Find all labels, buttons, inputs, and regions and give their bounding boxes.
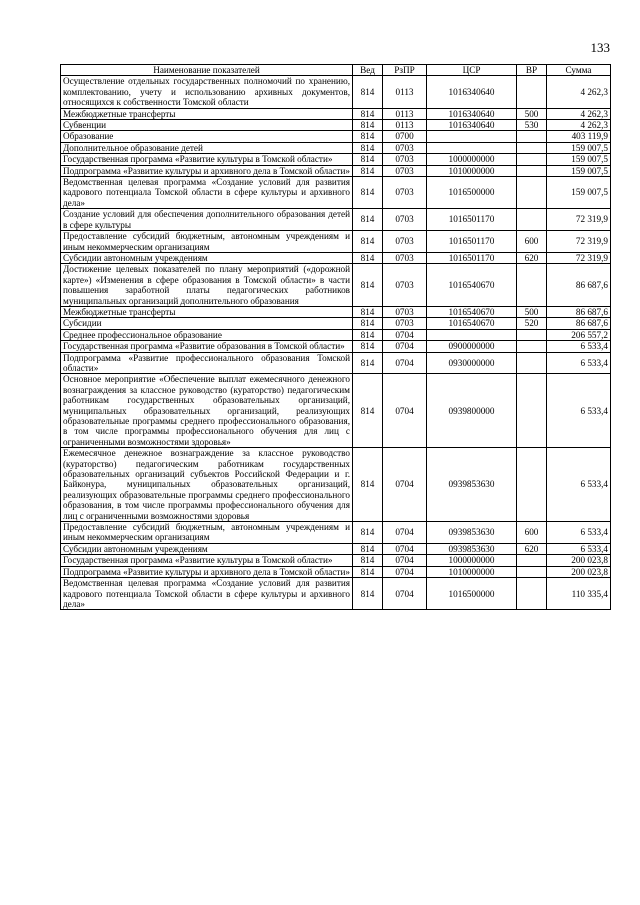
cell-csr [427, 131, 517, 142]
cell-vr [517, 264, 547, 307]
cell-csr: 0930000000 [427, 352, 517, 374]
cell-ved: 814 [353, 131, 383, 142]
table-row [61, 209, 611, 231]
cell-name: Ежемесячное денежное вознаграждение за классное руководство (кураторство) педагогическим работникам государственных образовательных организаций субъектов Российской Федерации и г. Байконура, муниципальных образовательных организаций, реализующих образовательные программы среднего профессионального образования, в том числе программы профессионального обучения для лиц с ограниченными возможностями здоровья [61, 448, 353, 522]
cell-name: Создание условий для обеспечения дополнительного образования детей в сфере культуры [61, 209, 353, 231]
page-number: 133 [590, 40, 610, 55]
table-row [61, 131, 611, 142]
cell-rzpr: 0704 [383, 543, 427, 554]
cell-rzpr: 0703 [383, 306, 427, 317]
cell-vr: 520 [517, 318, 547, 329]
cell-name: Межбюджетные трансферты [61, 108, 353, 119]
cell-ved: 814 [353, 76, 383, 108]
cell-csr: 0939853630 [427, 522, 517, 544]
cell-name: Ведомственная целевая программа «Создание условий для развития кадрового потенциала Томской области в сфере культуры и архивного дела» [61, 578, 353, 610]
cell-ved: 814 [353, 543, 383, 554]
table-row [61, 252, 611, 263]
cell-name: Основное мероприятие «Обеспечение выплат ежемесячного денежного вознаграждения за классное руководство (кураторство) педагогическим работникам государственных образовательных организаций, муниципальных образовательных организаций, реализующих образовательные программы среднего профессионального образования, в том числе программы профессионального обучения для лиц с ограниченными возможностями здоровья» [61, 374, 353, 448]
cell-ved: 814 [353, 341, 383, 352]
table-row [61, 154, 611, 165]
cell-name: Подпрограмма «Развитие профессионального образования Томской области» [61, 352, 353, 374]
table-row [61, 543, 611, 554]
cell-sum: 159 007,5 [547, 142, 611, 153]
cell-vr: 620 [517, 252, 547, 263]
table-row [61, 120, 611, 131]
cell-sum: 159 007,5 [547, 165, 611, 176]
table-row [61, 352, 611, 374]
cell-vr [517, 142, 547, 153]
cell-vr [517, 448, 547, 522]
cell-sum: 159 007,5 [547, 154, 611, 165]
table-row [61, 108, 611, 119]
cell-csr: 1016501170 [427, 252, 517, 263]
cell-ved: 814 [353, 578, 383, 610]
header-rzpr: РзПР [383, 65, 427, 76]
cell-csr: 1010000000 [427, 566, 517, 577]
cell-rzpr: 0113 [383, 120, 427, 131]
cell-rzpr: 0704 [383, 578, 427, 610]
cell-sum: 159 007,5 [547, 177, 611, 209]
cell-ved: 814 [353, 177, 383, 209]
cell-vr: 600 [517, 231, 547, 253]
table-row [61, 341, 611, 352]
cell-vr: 620 [517, 543, 547, 554]
cell-ved: 814 [353, 329, 383, 340]
cell-ved: 814 [353, 165, 383, 176]
cell-sum: 4 262,3 [547, 76, 611, 108]
cell-rzpr: 0703 [383, 264, 427, 307]
cell-csr: 1016501170 [427, 231, 517, 253]
cell-rzpr: 0113 [383, 108, 427, 119]
cell-name: Среднее профессиональное образование [61, 329, 353, 340]
cell-csr: 0939800000 [427, 374, 517, 448]
cell-vr [517, 374, 547, 448]
cell-vr [517, 209, 547, 231]
cell-csr: 1016500000 [427, 177, 517, 209]
cell-sum: 4 262,3 [547, 108, 611, 119]
cell-sum: 72 319,9 [547, 209, 611, 231]
cell-sum: 6 533,4 [547, 341, 611, 352]
cell-name: Субсидии [61, 318, 353, 329]
cell-sum: 110 335,4 [547, 578, 611, 610]
cell-sum: 6 533,4 [547, 448, 611, 522]
cell-name: Образование [61, 131, 353, 142]
cell-ved: 814 [353, 306, 383, 317]
cell-rzpr: 0704 [383, 555, 427, 566]
cell-name: Осуществление отдельных государственных полномочий по хранению, комплектованию, учету и использованию архивных документов, относящихся к собственности Томской области [61, 76, 353, 108]
table-row [61, 76, 611, 108]
cell-csr [427, 329, 517, 340]
header-sum: Сумма [547, 65, 611, 76]
cell-name: Субсидии автономным учреждениям [61, 543, 353, 554]
cell-vr [517, 555, 547, 566]
cell-csr: 1016340640 [427, 120, 517, 131]
cell-csr: 1016340640 [427, 108, 517, 119]
header-name: Наименование показателей [61, 65, 353, 76]
budget-table [60, 64, 611, 610]
table-body [61, 76, 611, 610]
cell-vr [517, 165, 547, 176]
cell-name: Государственная программа «Развитие культуры в Томской области» [61, 154, 353, 165]
header-csr: ЦСР [427, 65, 517, 76]
cell-ved: 814 [353, 108, 383, 119]
cell-sum: 6 533,4 [547, 522, 611, 544]
cell-rzpr: 0703 [383, 177, 427, 209]
cell-name: Субсидии автономным учреждениям [61, 252, 353, 263]
header-vr: ВР [517, 65, 547, 76]
cell-csr: 1010000000 [427, 165, 517, 176]
cell-csr: 1016540670 [427, 318, 517, 329]
table-row [61, 177, 611, 209]
cell-rzpr: 0703 [383, 209, 427, 231]
cell-name: Межбюджетные трансферты [61, 306, 353, 317]
table-row [61, 142, 611, 153]
cell-ved: 814 [353, 318, 383, 329]
cell-rzpr: 0700 [383, 131, 427, 142]
cell-name: Подпрограмма «Развитие культуры и архивного дела в Томской области» [61, 566, 353, 577]
cell-vr [517, 578, 547, 610]
cell-csr: 1016540670 [427, 264, 517, 307]
cell-name: Государственная программа «Развитие образования в Томской области» [61, 341, 353, 352]
table-row [61, 318, 611, 329]
cell-vr [517, 177, 547, 209]
table-row [61, 448, 611, 522]
cell-csr: 0939853630 [427, 543, 517, 554]
cell-vr [517, 329, 547, 340]
table-row [61, 306, 611, 317]
cell-name: Предоставление субсидий бюджетным, автономным учреждениям и иным некоммерческим организациям [61, 522, 353, 544]
cell-sum: 206 557,2 [547, 329, 611, 340]
table-row [61, 165, 611, 176]
cell-rzpr: 0704 [383, 566, 427, 577]
cell-sum: 200 023,8 [547, 566, 611, 577]
cell-sum: 72 319,9 [547, 231, 611, 253]
cell-name: Государственная программа «Развитие культуры в Томской области» [61, 555, 353, 566]
cell-name: Дополнительное образование детей [61, 142, 353, 153]
cell-sum: 6 533,4 [547, 543, 611, 554]
cell-rzpr: 0703 [383, 231, 427, 253]
header-ved: Вед [353, 65, 383, 76]
cell-csr: 1000000000 [427, 154, 517, 165]
cell-rzpr: 0703 [383, 142, 427, 153]
cell-rzpr: 0703 [383, 154, 427, 165]
cell-sum: 86 687,6 [547, 306, 611, 317]
cell-csr: 1016340640 [427, 76, 517, 108]
table-row [61, 329, 611, 340]
cell-ved: 814 [353, 522, 383, 544]
cell-ved: 814 [353, 352, 383, 374]
cell-rzpr: 0704 [383, 448, 427, 522]
cell-ved: 814 [353, 252, 383, 263]
cell-ved: 814 [353, 142, 383, 153]
cell-sum: 6 533,4 [547, 374, 611, 448]
cell-csr: 1000000000 [427, 555, 517, 566]
cell-sum: 86 687,6 [547, 318, 611, 329]
cell-vr: 530 [517, 120, 547, 131]
cell-sum: 4 262,3 [547, 120, 611, 131]
cell-ved: 814 [353, 448, 383, 522]
cell-vr [517, 566, 547, 577]
cell-ved: 814 [353, 120, 383, 131]
cell-vr [517, 341, 547, 352]
cell-vr [517, 154, 547, 165]
cell-vr [517, 352, 547, 374]
table-row [61, 522, 611, 544]
cell-ved: 814 [353, 374, 383, 448]
cell-rzpr: 0704 [383, 374, 427, 448]
cell-vr [517, 76, 547, 108]
cell-vr [517, 131, 547, 142]
cell-csr [427, 142, 517, 153]
table-row [61, 264, 611, 307]
cell-rzpr: 0703 [383, 318, 427, 329]
cell-vr: 600 [517, 522, 547, 544]
cell-rzpr: 0703 [383, 165, 427, 176]
table-row [61, 578, 611, 610]
cell-name: Подпрограмма «Развитие культуры и архивного дела в Томской области» [61, 165, 353, 176]
cell-ved: 814 [353, 231, 383, 253]
cell-csr: 0939853630 [427, 448, 517, 522]
cell-ved: 814 [353, 154, 383, 165]
cell-ved: 814 [353, 264, 383, 307]
table-row [61, 231, 611, 253]
cell-sum: 200 023,8 [547, 555, 611, 566]
cell-name: Достижение целевых показателей по плану мероприятий («дорожной карте») «Изменения в сфере образования в Томской области» в части повышения заработной платы педагогических работников муниципальных организаций дополнительного образования [61, 264, 353, 307]
cell-name: Субвенции [61, 120, 353, 131]
cell-name: Ведомственная целевая программа «Создание условий для развития кадрового потенциала Томской области в сфере культуры и архивного дела» [61, 177, 353, 209]
cell-sum: 6 533,4 [547, 352, 611, 374]
cell-rzpr: 0704 [383, 341, 427, 352]
cell-rzpr: 0704 [383, 329, 427, 340]
cell-ved: 814 [353, 209, 383, 231]
cell-rzpr: 0704 [383, 352, 427, 374]
table-row [61, 374, 611, 448]
cell-rzpr: 0113 [383, 76, 427, 108]
table-row [61, 555, 611, 566]
cell-name: Предоставление субсидий бюджетным, автономным учреждениям и иным некоммерческим организациям [61, 231, 353, 253]
cell-sum: 86 687,6 [547, 264, 611, 307]
cell-rzpr: 0703 [383, 252, 427, 263]
cell-csr: 0900000000 [427, 341, 517, 352]
cell-rzpr: 0704 [383, 522, 427, 544]
cell-ved: 814 [353, 555, 383, 566]
cell-csr: 1016500000 [427, 578, 517, 610]
cell-vr: 500 [517, 306, 547, 317]
cell-sum: 72 319,9 [547, 252, 611, 263]
cell-vr: 500 [517, 108, 547, 119]
cell-ved: 814 [353, 566, 383, 577]
cell-csr: 1016540670 [427, 306, 517, 317]
table-row [61, 566, 611, 577]
cell-csr: 1016501170 [427, 209, 517, 231]
cell-sum: 403 119,9 [547, 131, 611, 142]
table-header-row [61, 65, 611, 76]
